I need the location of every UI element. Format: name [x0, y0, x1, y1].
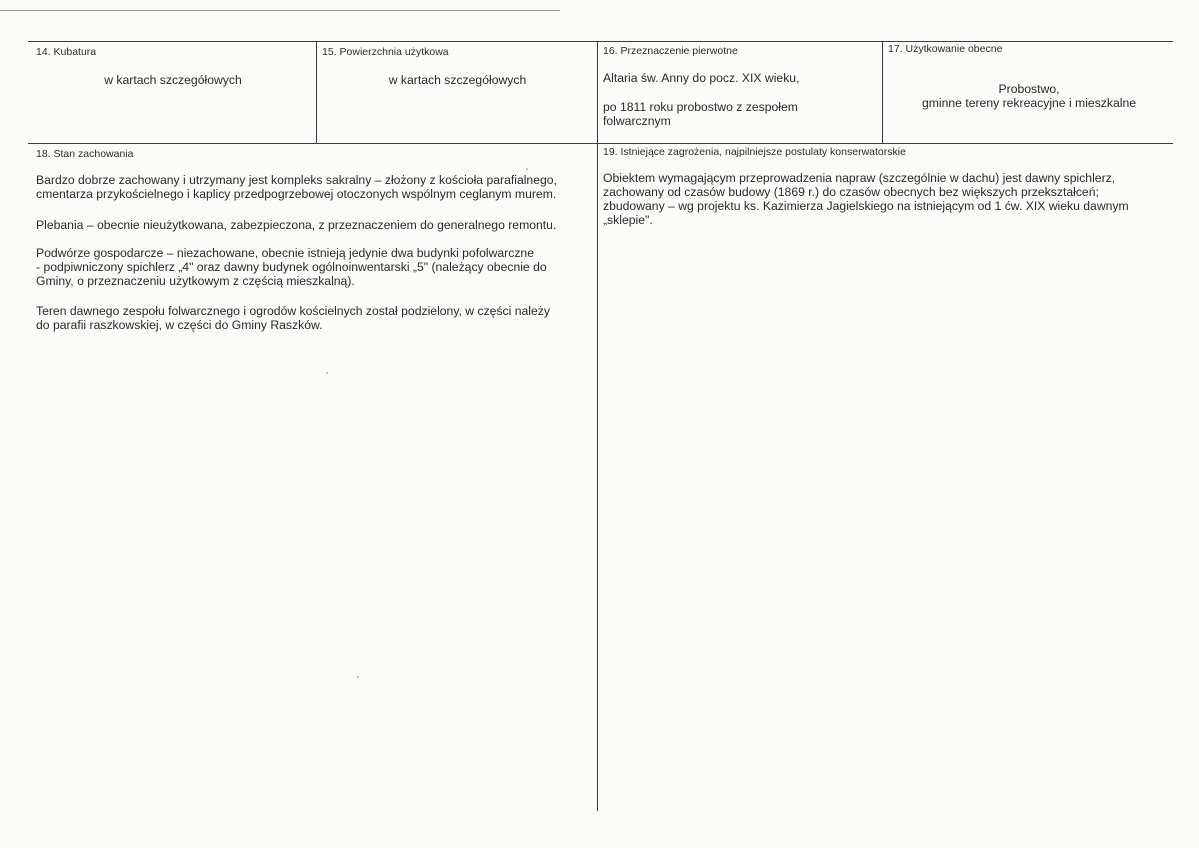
stan-paragraph-3-line-2: - podpiwniczony spichlerz „4" oraz dawny budynek ogólnoinwentarski „5" (należący obecnie do [36, 260, 547, 274]
przeznaczenie-line2b: folwarcznym [603, 114, 671, 128]
scan-speck [357, 676, 359, 678]
zagrozenia-line-4: „sklepie". [603, 213, 653, 227]
zagrozenia-label: 19. Istniejące zagrożenia, najpilniejsze postulaty konserwatorskie [603, 146, 906, 158]
column-divider-1 [316, 41, 317, 143]
powierzchnia-label: 15. Powierzchnia użytkowa [322, 46, 449, 58]
table-top-border [28, 41, 1173, 42]
scan-speck [526, 168, 528, 170]
przeznaczenie-line1: Altaria św. Anny do pocz. XIX wieku, [603, 71, 800, 85]
stan-paragraph-1-line-2: cmentarza przykościelnego i kaplicy przedpogrzebowej otoczonych wspólnym ceglanym murem. [36, 187, 557, 201]
stan-paragraph-2: Plebania – obecnie nieużytkowana, zabezpieczona, z przeznaczeniem do generalnego remontu. [36, 218, 557, 232]
przeznaczenie-line2a: po 1811 roku probostwo z zespołem [603, 100, 798, 114]
stan-paragraph-3-line-1: Podwórze gospodarcze – niezachowane, obecnie istnieją jedynie dwa budynki pofolwarczne [36, 246, 534, 260]
scan-speck [326, 372, 328, 374]
row-divider [28, 143, 1173, 144]
stan-label: 18. Stan zachowania [36, 148, 134, 160]
uzytkowanie-label: 17. Użytkowanie obecne [888, 43, 1003, 55]
column-divider-2 [597, 41, 598, 811]
zagrozenia-line-1: Obiektem wymagającym przeprowadzenia napraw (szczególnie w dachu) jest dawny spichlerz, [603, 171, 1116, 185]
scan-top-edge-line [0, 10, 560, 11]
uzytkowanie-line2: gminne tereny rekreacyjne i mieszkalne [921, 96, 1137, 110]
kubatura-value: w kartach szczegółowych [104, 73, 242, 87]
powierzchnia-value: w kartach szczegółowych [388, 73, 527, 87]
uzytkowanie-line1: Probostwo, [998, 82, 1060, 96]
column-divider-3 [882, 41, 883, 143]
przeznaczenie-label: 16. Przeznaczenie pierwotne [603, 45, 738, 57]
kubatura-label: 14. Kubatura [36, 46, 97, 58]
stan-paragraph-1-line-1: Bardzo dobrze zachowany i utrzymany jest kompleks sakralny – złożony z kościoła parafialnego, [36, 173, 557, 187]
zagrozenia-line-2: zachowany od czasów budowy (1869 r.) do czasów obecnych bez większych przekształceń; [603, 185, 1099, 199]
stan-paragraph-4-line-1: Teren dawnego zespołu folwarcznego i ogrodów kościelnych został podzielony, w części należy [36, 304, 550, 318]
zagrozenia-line-3: zbudowany – wg projektu ks. Kazimierza Jagielskiego na istniejącym od 1 ćw. XIX wieku dawnym [603, 199, 1129, 213]
stan-paragraph-4-line-2: do parafii raszkowskiej, w części do Gminy Raszków. [36, 318, 323, 332]
stan-paragraph-3-line-3: Gminy, o przeznaczeniu użytkowym z częścią mieszkalną). [36, 274, 355, 288]
